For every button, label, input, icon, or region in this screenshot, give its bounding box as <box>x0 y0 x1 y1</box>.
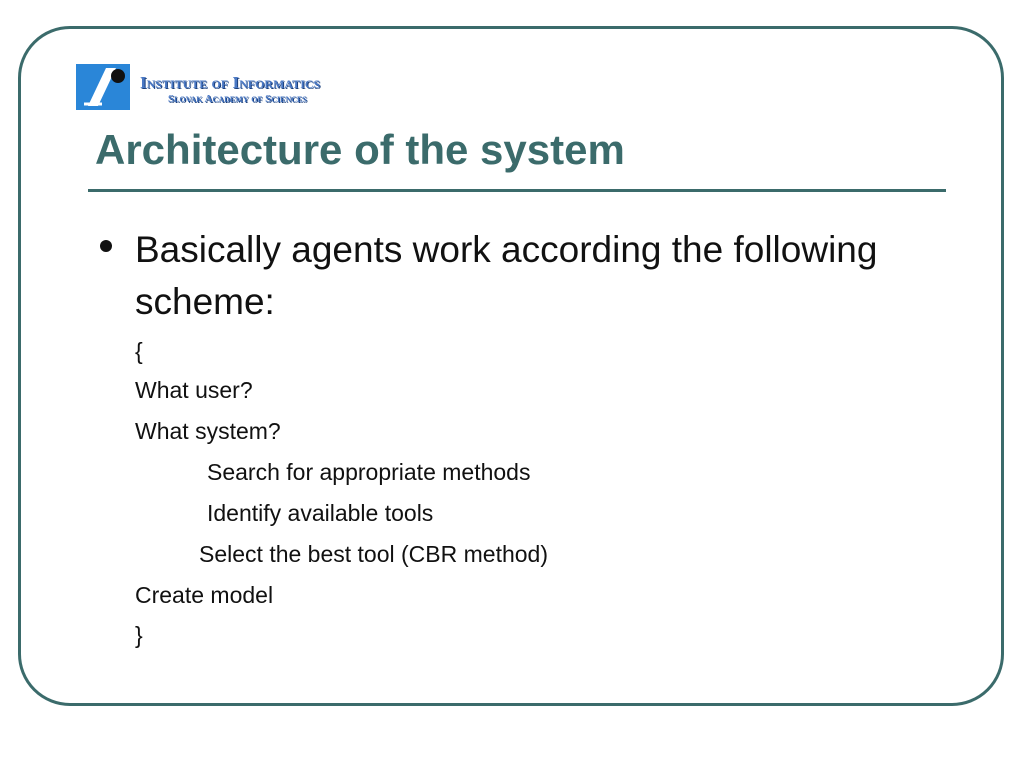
institute-logo-icon <box>76 64 130 110</box>
scheme-line: Search for appropriate methods <box>207 459 531 485</box>
scheme-line: { <box>135 338 143 364</box>
bullet-text: Basically agents work according the following scheme: <box>135 229 878 322</box>
scheme-line: Create model <box>135 582 274 608</box>
title-underline <box>88 189 946 192</box>
scheme-line: Identify available tools <box>207 500 434 526</box>
bullet-dot-icon <box>100 240 112 252</box>
institute-subtitle: Slovak Academy of Sciences <box>168 93 307 105</box>
scheme-line: What user? <box>135 377 253 403</box>
slide-title: Architecture of the system <box>95 126 625 173</box>
scheme-line: What system? <box>135 418 281 444</box>
scheme-line: } <box>135 622 143 648</box>
institute-name: Institute of Informatics <box>140 73 321 92</box>
scheme-line: Select the best tool (CBR method) <box>199 541 548 567</box>
